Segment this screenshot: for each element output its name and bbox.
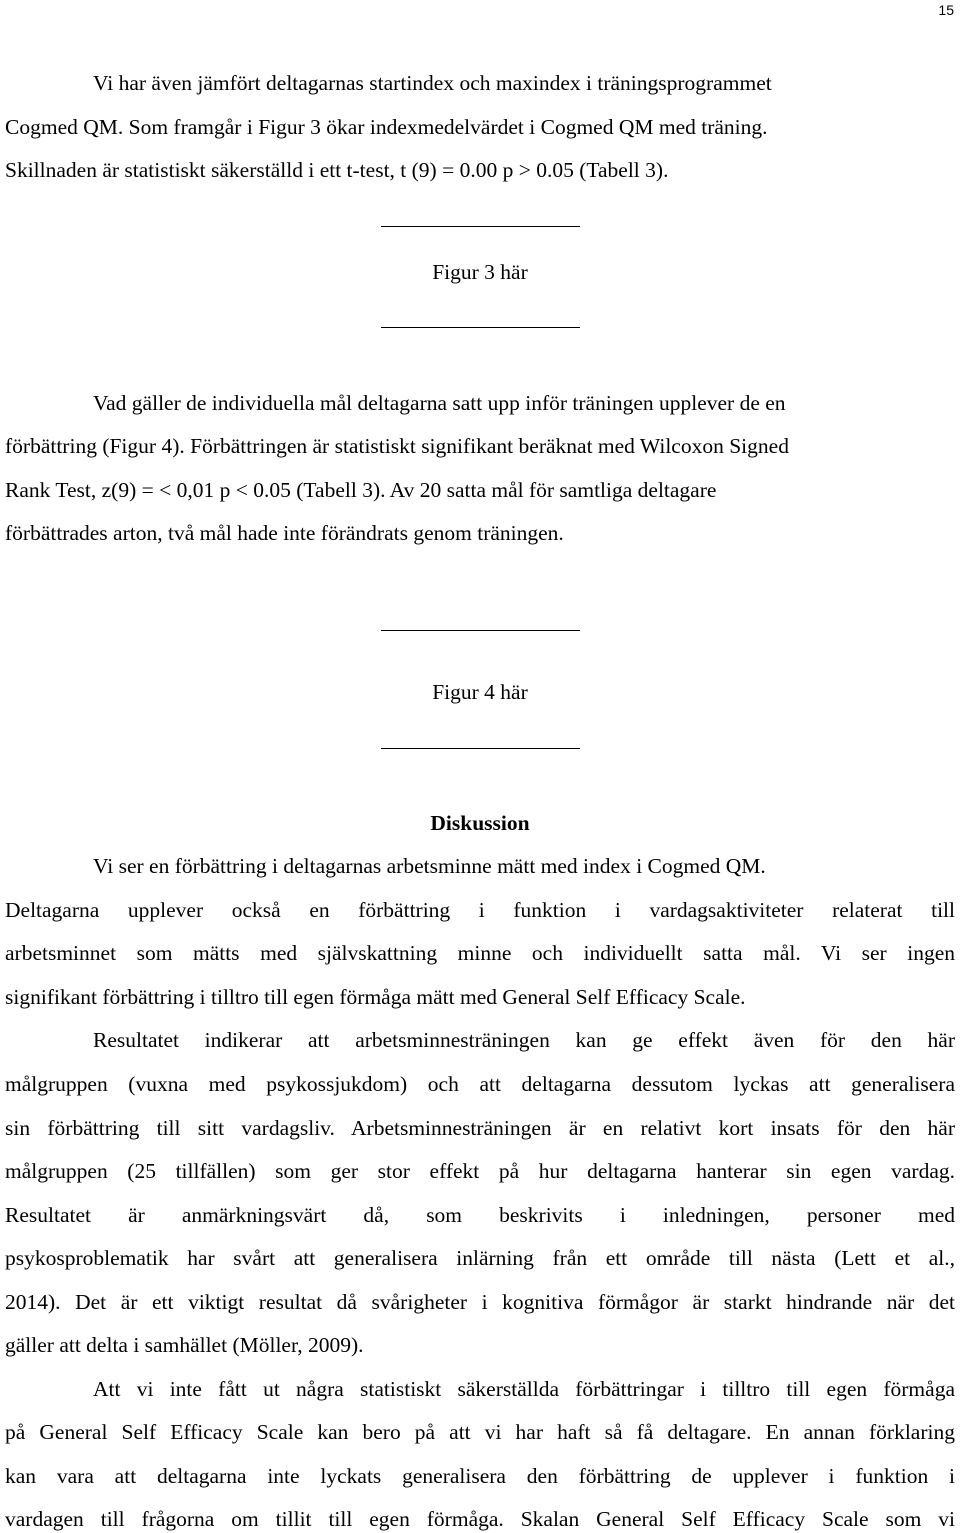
text-line: Cogmed QM. Som framgår i Figur 3 ökar indexmedelvärdet i Cogmed QM med träning. bbox=[5, 115, 768, 139]
figure-3-label: Figur 3 här bbox=[432, 260, 528, 284]
text-line: Att vi inte fått ut några statistiskt säkerställda förbättringar i tilltro till egen förmåga bbox=[93, 1377, 955, 1401]
text-line: förbättring (Figur 4). Förbättringen är statistiskt signifikant beräknat med Wilcoxon Signed bbox=[5, 434, 789, 458]
text-line: Resultatet är anmärkningsvärt då, som beskrivits i inledningen, personer med bbox=[5, 1203, 955, 1227]
text-line: på General Self Efficacy Scale kan bero på att vi har haft så få deltagare. En annan förklaring bbox=[5, 1420, 955, 1444]
text-line: arbetsminnet som mätts med självskattning minne och individuellt satta mål. Vi ser ingen bbox=[5, 941, 955, 965]
text-line: Resultatet indikerar att arbetsminnesträningen kan ge effekt även för den här bbox=[93, 1028, 955, 1052]
text-line: vardagen till frågorna om tillit till egen förmåga. Skalan General Self Efficacy Scale som vi bbox=[5, 1507, 955, 1531]
text-line: kan vara att deltagarna inte lyckats generalisera den förbättring de upplever i funktion i bbox=[5, 1464, 955, 1488]
section-heading-discussion: Diskussion bbox=[430, 811, 530, 835]
figure-4-label: Figur 4 här bbox=[432, 680, 528, 704]
text-line: förbättrades arton, två mål hade inte förändrats genom träningen. bbox=[5, 521, 564, 545]
placeholder-rule-bottom bbox=[381, 748, 580, 749]
page-number: 15 bbox=[938, 2, 954, 18]
text-line: Vi har även jämfört deltagarnas startindex och maxindex i träningsprogrammet bbox=[93, 71, 772, 95]
text-line: sin förbättring till sitt vardagsliv. Arbetsminnesträningen är en relativt kort insats för den här bbox=[5, 1116, 955, 1140]
text-line: Rank Test, z(9) = < 0,01 p < 0.05 (Tabell 3). Av 20 satta mål för samtliga deltagare bbox=[5, 478, 717, 502]
text-line: Deltagarna upplever också en förbättring i funktion i vardagsaktiviteter relaterat till bbox=[5, 898, 955, 922]
text-line: målgruppen (vuxna med psykossjukdom) och att deltagarna dessutom lyckas att generalisera bbox=[5, 1072, 955, 1096]
text-line: Vi ser en förbättring i deltagarnas arbetsminne mätt med index i Cogmed QM. bbox=[93, 854, 766, 878]
text-line: 2014). Det är ett viktigt resultat då svårigheter i kognitiva förmågor är starkt hindrande när det bbox=[5, 1290, 955, 1314]
text-line: Vad gäller de individuella mål deltagarna satt upp inför träningen upplever de en bbox=[93, 391, 786, 415]
text-line: målgruppen (25 tillfällen) som ger stor effekt på hur deltagarna hanterar sin egen vardag. bbox=[5, 1159, 955, 1183]
text-line: signifikant förbättring i tilltro till egen förmåga mätt med General Self Efficacy Scale. bbox=[5, 985, 746, 1009]
placeholder-rule-top bbox=[381, 226, 580, 227]
text-line: Skillnaden är statistiskt säkerställd i ett t-test, t (9) = 0.00 p > 0.05 (Tabell 3). bbox=[5, 158, 669, 182]
text-line: gäller att delta i samhället (Möller, 2009). bbox=[5, 1333, 364, 1357]
placeholder-rule-bottom bbox=[381, 327, 580, 328]
text-line: psykosproblematik har svårt att generalisera inlärning från ett område till nästa (Lett et al., bbox=[5, 1246, 955, 1270]
placeholder-rule-top bbox=[381, 630, 580, 631]
